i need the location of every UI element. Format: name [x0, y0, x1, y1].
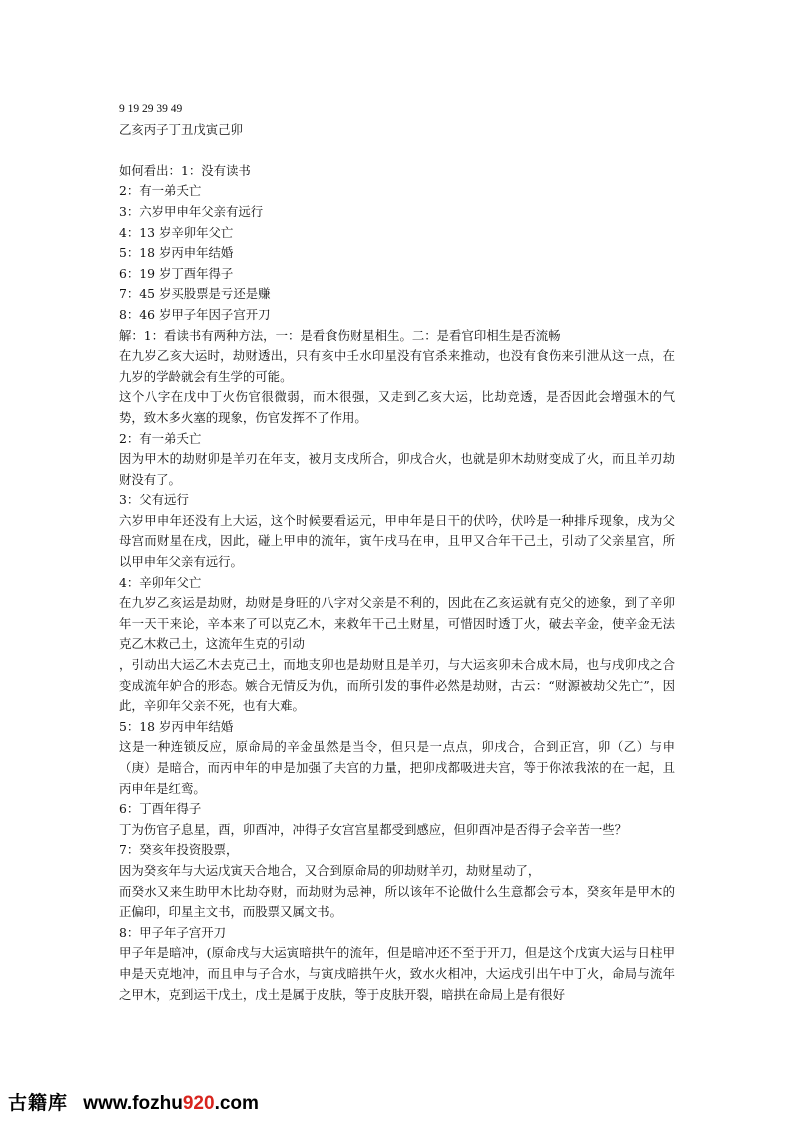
footer-brand: 古籍库 [8, 1093, 69, 1114]
footer-url-prefix: www.fozhu [83, 1093, 183, 1114]
text-line: 2：有一弟夭亡 [119, 430, 202, 446]
footer-url-suffix: .com [214, 1093, 259, 1114]
text-line: 3：六岁甲申年父亲有远行 [119, 203, 264, 219]
footer-url [83, 1093, 259, 1114]
text-line: 7：癸亥年投资股票， [119, 842, 239, 858]
text-line: 解：1：看读书有两种方法，一：是看食伤财星相生。二：是看官印相生是否流畅 [119, 327, 561, 343]
text-line: 5：18 岁丙申年结婚 [119, 245, 234, 261]
text-line: ，引动出大运乙木去克己土，而地支卯也是劫财且是羊刃，与大运亥卯未合成木局，也与戌卯戌之合变成流年妒合的形态。嫉合无情反为仇，而所引发的事件必然是劫财，古云：“财源被劫父先亡”，因此，辛卯年父亲不死，也有大难。 [119, 657, 675, 714]
text-line: 8：甲子年子宫开刀 [119, 924, 227, 940]
text-line: 在九岁乙亥运是劫财，劫财是身旺的八字对父亲是不利的，因此在乙亥运就有克父的迹象，到了辛卯年一天干来论，辛本来了可以克乙木，来救年干己土财星，可惜因时透丁火，破去辛金，使辛金无法克乙木救己土，这流年生克的引动 [119, 595, 675, 652]
text-line: 这是一种连锁反应，原命局的辛金虽然是当令，但只是一点点，卯戌合，合到正宫，卯（乙）与申（庚）是暗合，而丙申年的申是加强了夫宫的力量，把卯戌都吸进夫宫，等于你浓我浓的在一起，且丙申年是红鸾。 [119, 739, 675, 796]
text-line: 2：有一弟夭亡 [119, 183, 202, 199]
blank-line [119, 140, 675, 161]
text-line: 8：46 岁甲子年因子宫开刀 [119, 306, 271, 322]
text-line: 6：19 岁丁酉年得子 [119, 265, 234, 281]
text-line: 7：45 岁买股票是亏还是赚 [119, 286, 271, 302]
text-line: 六岁甲申年还没有上大运，这个时候要看运元，甲申年是日干的伏吟，伏吟是一种排斥现象，戌为父母宫而财星在戌，因此，碰上甲申的流年，寅午戌马在申，且甲又合年干己土，引动了父亲星宫，所以甲申年父亲有远行。 [119, 512, 675, 570]
text-line: 因为甲木的劫财卯是羊刃在年支，被月支戌所合，卯戌合火，也就是卯木劫财变成了火，而且羊刃劫财没有了。 [119, 451, 675, 487]
document-lines [119, 161, 675, 1005]
text-line: 5：18 岁丙申年结婚 [119, 718, 234, 734]
text-line: 3：父有远行 [119, 492, 189, 508]
header-pillars: 乙亥丙子丁丑戊寅己卯 [119, 121, 243, 137]
text-line: 而癸水又来生助甲木比劫夺财，而劫财为忌神，所以该年不论做什么生意都会亏本，癸亥年是甲木的正偏印，印星主文书，而股票又属文书。 [119, 883, 675, 920]
text-line: 6：丁酉年得子 [119, 801, 202, 817]
text-line: 4：辛卯年父亡 [119, 574, 202, 590]
footer-watermark [8, 1088, 259, 1120]
document-body [119, 99, 675, 1005]
text-line: 丁为伤官子息星，酉，卯酉冲，冲得子女宫宫星都受到感应，但卯酉冲是否得子会辛苦一些？ [119, 821, 628, 837]
text-line: 因为癸亥年与大运戊寅天合地合，又合到原命局的卯劫财羊刃，劫财星动了， [119, 862, 541, 878]
footer-url-number: 920 [182, 1093, 215, 1114]
text-line: 这个八字在戊中丁火伤官很微弱，而木很强，又走到乙亥大运，比劫竞透，是否因此会增强木的气势，致木多火塞的现象，伤官发挥不了作用。 [119, 389, 675, 425]
header-numbers: 9 19 29 39 49 [119, 103, 183, 115]
text-line: 在九岁乙亥大运时，劫财透出，只有亥中壬水印星没有官杀来推动，也没有食伤来引泄从这一点，在九岁的学龄就会有生学的可能。 [119, 348, 675, 384]
text-line: 甲子年是暗冲，(原命戌与大运寅暗拱午的流年，但是暗冲还不至于开刀，但是这个戊寅大运与日柱甲申是天克地冲，而且申与子合水，与寅戌暗拱午火，致水火相冲，大运戌引出午中丁火，命局与流年之甲木，克到运干戊土，戊土是属于皮肤，等于皮肤开裂，暗拱在命局上是有很好 [119, 945, 675, 1002]
text-line: 如何看出：1：没有读书 [119, 162, 251, 178]
text-line: 4：13 岁辛卯年父亡 [119, 224, 234, 240]
